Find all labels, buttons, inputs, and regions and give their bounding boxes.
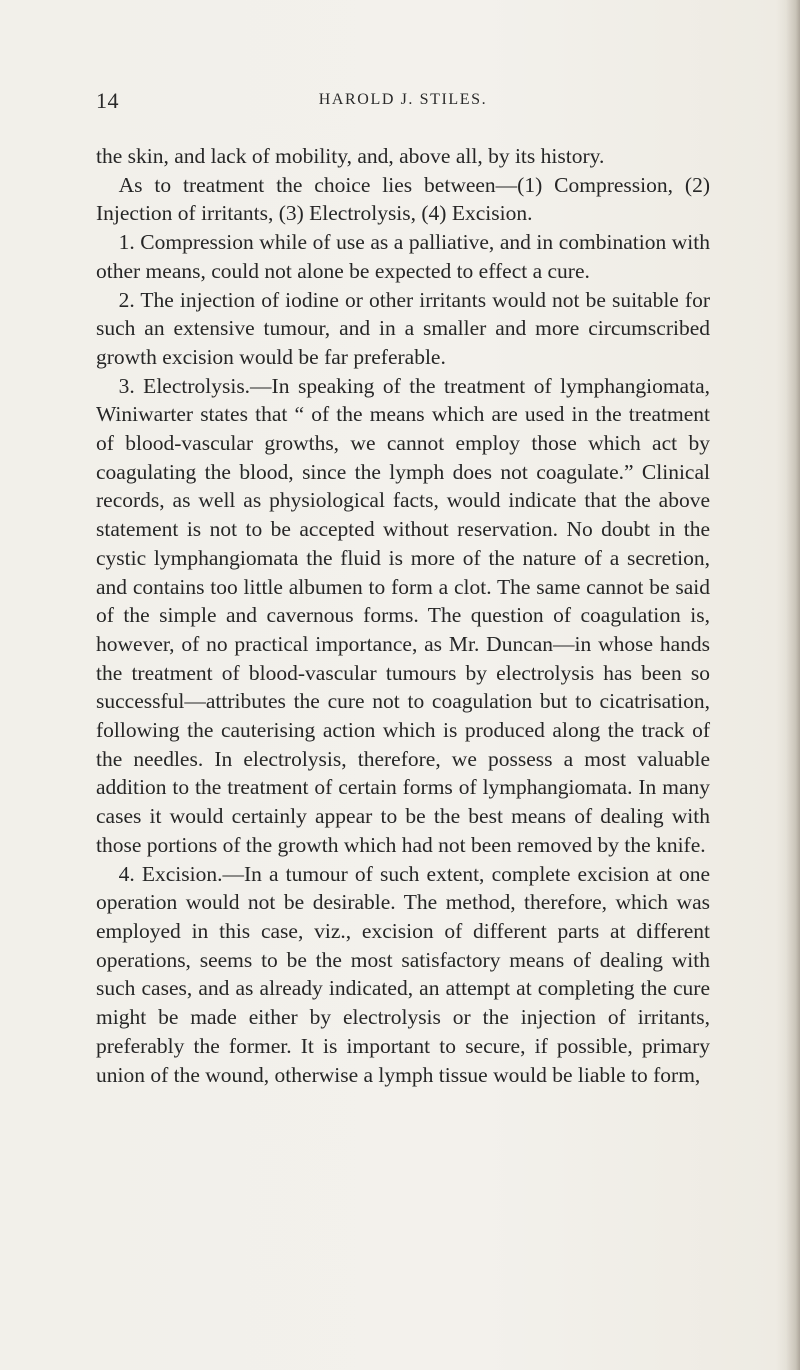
paragraph-continuation: the skin, and lack of mobility, and, above all, by its history. (96, 144, 605, 168)
body-text (96, 142, 710, 1089)
paragraph-excision: 4. Excision.—In a tumour of such extent, complete excision at one operation would not be desirable. The method, therefore, which was employed in this case, viz., excision of different parts at different operations, seems to be the most satisfactory means of dealing with such cases, and as already indicated, an attempt at completing the cure might be made either by electrolysis or the injection of irritants, preferably the former. It is important to secure, if possible, primary union of the wound, otherwise a lymph tissue would be liable to form, (96, 861, 710, 1087)
page-edge-shadow (786, 0, 800, 1370)
page-header (96, 88, 710, 112)
paragraph-treatment-options: As to treatment the choice lies between—(1) Compression, (2) Injection of irritants, (3) Electrolysis, (4) Excision. (96, 172, 710, 226)
running-head: HAROLD J. STILES. (318, 91, 488, 108)
paragraph-electrolysis: 3. Electrolysis.—In speaking of the treatment of lymphangiomata, Winiwarter states that “ of the means which are used in the treatment of blood-vascular growths, we cannot employ those which act by coagulating the blood, since the lymph does not coagulate.” Clinical records, as well as physiological facts, would indicate that the above statement is not to be accepted without reservation. No doubt in the cystic lymphangiomata the fluid is more of the nature of a secretion, and contains too little albumen to form a clot. The same cannot be said of the simple and cavernous forms. The question of coagulation is, however, of no practical importance, as Mr. Duncan—in whose hands the treatment of blood-vascular tumours by electrolysis has been so successful—attributes the cure not to coagulation but to cicatrisation, following the cauterising action which is produced along the track of the needles. In electrolysis, therefore, we possess a most valuable addition to the treatment of certain forms of lymphangiomata. In many cases it would certainly appear to be the best means of dealing with those portions of the growth which had not been removed by the knife. (96, 373, 710, 857)
paragraph-compression: 1. Compression while of use as a palliative, and in combination with other means, could not alone be expected to effect a cure. (96, 230, 710, 283)
paragraph-injection: 2. The injection of iodine or other irritants would not be suitable for such an extensive tumour, and in a smaller and more circumscribed growth excision would be far preferable. (96, 287, 710, 369)
page-number: 14 (96, 88, 119, 113)
